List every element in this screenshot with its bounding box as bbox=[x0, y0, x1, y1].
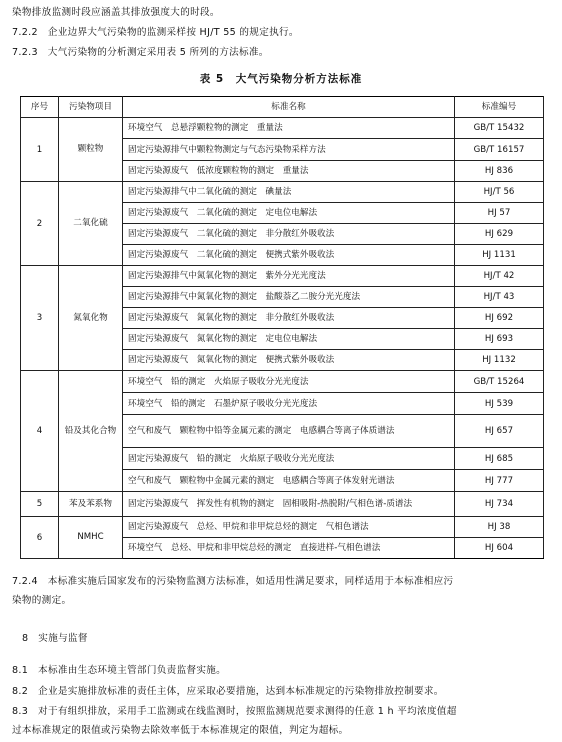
standard-name: 环境空气 总烃、甲烷和非甲烷总烃的测定 直接进样-气相色谱法 bbox=[123, 538, 455, 559]
table-row bbox=[21, 266, 544, 287]
standard-name: 固定污染源废气 挥发性有机物的测定 固相吸附-热脱附/气相色谱-质谱法 bbox=[123, 492, 455, 517]
table-title: 表 5 大气污染物分析方法标准 bbox=[199, 73, 363, 85]
standard-code: GB/T 15264 bbox=[455, 371, 544, 393]
standard-code: HJ 604 bbox=[455, 538, 544, 559]
table-row bbox=[21, 492, 544, 517]
pollutant-item: 氮氧化物 bbox=[59, 266, 123, 371]
standard-code: HJ 685 bbox=[455, 448, 544, 470]
row-number: 2 bbox=[21, 182, 59, 266]
standard-code: HJ 1132 bbox=[455, 350, 544, 371]
text-line: 染物排放监测时段应涵盖其排放强度大的时段。 bbox=[12, 7, 220, 18]
text-line: 染物的测定。 bbox=[12, 595, 72, 606]
standard-code: HJ 1131 bbox=[455, 245, 544, 266]
row-number: 1 bbox=[21, 118, 59, 182]
standard-code: HJ 539 bbox=[455, 393, 544, 415]
standard-code: HJ 692 bbox=[455, 308, 544, 329]
standard-name: 固定污染源排气中氮氧化物的测定 盐酸萘乙二胺分光光度法 bbox=[123, 287, 455, 308]
standard-name: 固定污染源排气中颗粒物测定与气态污染物采样方法 bbox=[123, 139, 455, 161]
standard-code: HJ 836 bbox=[455, 161, 544, 182]
standard-name: 固定污染源废气 氮氧化物的测定 非分散红外吸收法 bbox=[123, 308, 455, 329]
text-line: 8.1 本标准由生态环境主管部门负责监督实施。 bbox=[12, 665, 227, 676]
standard-code: HJ 38 bbox=[455, 517, 544, 538]
pollutant-item: 二氧化硫 bbox=[59, 182, 123, 266]
standard-name: 空气和废气 颗粒物中铅等金属元素的测定 电感耦合等离子体质谱法 bbox=[123, 415, 455, 448]
standard-code: HJ/T 56 bbox=[455, 182, 544, 203]
standard-name: 固定污染源废气 氮氧化物的测定 定电位电解法 bbox=[123, 329, 455, 350]
row-number: 4 bbox=[21, 371, 59, 492]
standard-name: 固定污染源废气 二氧化硫的测定 非分散红外吸收法 bbox=[123, 224, 455, 245]
row-number: 6 bbox=[21, 517, 59, 559]
standard-name: 固定污染源废气 二氧化硫的测定 定电位电解法 bbox=[123, 203, 455, 224]
standard-code: HJ 629 bbox=[455, 224, 544, 245]
table-row bbox=[21, 118, 544, 139]
text-line: 过本标准规定的限值或污染物去除效率低于本标准规定的限值，判定为超标。 bbox=[12, 725, 349, 736]
pollutant-item: 铅及其化合物 bbox=[59, 371, 123, 492]
table-row bbox=[21, 517, 544, 538]
standard-code: HJ 693 bbox=[455, 329, 544, 350]
pollutant-item: 苯及苯系物 bbox=[59, 492, 123, 517]
standard-code: HJ 57 bbox=[455, 203, 544, 224]
standard-code: HJ/T 42 bbox=[455, 266, 544, 287]
table-row bbox=[21, 182, 544, 203]
standard-code: HJ 777 bbox=[455, 470, 544, 492]
col-header-item: 污染物项目 bbox=[59, 97, 123, 118]
col-header-code: 标准编号 bbox=[455, 97, 544, 118]
standard-code: HJ 657 bbox=[455, 415, 544, 448]
text-line: 7.2.4 本标准实施后国家发布的污染物监测方法标准，如适用性满足要求，同样适用于本标准相应污 bbox=[12, 576, 454, 587]
row-number: 3 bbox=[21, 266, 59, 371]
text-line: 7.2.2 企业边界大气污染物的监测采样按 HJ/T 55 的规定执行。 bbox=[12, 27, 299, 38]
standard-code: GB/T 15432 bbox=[455, 118, 544, 139]
text-line: 8.3 对于有组织排放，采用手工监测或在线监测时，按照监测规范要求测得的任意 1 h 平均浓度值超 bbox=[12, 706, 457, 717]
standard-name: 固定污染源废气 总烃、甲烷和非甲烷总烃的测定 气相色谱法 bbox=[123, 517, 455, 538]
standard-name: 空气和废气 颗粒物中金属元素的测定 电感耦合等离子体发射光谱法 bbox=[123, 470, 455, 492]
standard-name: 固定污染源废气 铅的测定 火焰原子吸收分光光度法 bbox=[123, 448, 455, 470]
pollutant-item: 颗粒物 bbox=[59, 118, 123, 182]
text-line: 7.2.3 大气污染物的分析测定采用表 5 所列的方法标准。 bbox=[12, 47, 269, 58]
standard-name: 固定污染源排气中二氧化硫的测定 碘量法 bbox=[123, 182, 455, 203]
standard-name: 固定污染源废气 低浓度颗粒物的测定 重量法 bbox=[123, 161, 455, 182]
standard-name: 环境空气 铅的测定 火焰原子吸收分光光度法 bbox=[123, 371, 455, 393]
col-header-no: 序号 bbox=[21, 97, 59, 118]
method-standards-table bbox=[20, 96, 544, 559]
standard-name: 固定污染源排气中氮氧化物的测定 紫外分光光度法 bbox=[123, 266, 455, 287]
standard-name: 固定污染源废气 氮氧化物的测定 便携式紫外吸收法 bbox=[123, 350, 455, 371]
standard-code: HJ/T 43 bbox=[455, 287, 544, 308]
standard-code: HJ 734 bbox=[455, 492, 544, 517]
text-line: 8.2 企业是实施排放标准的责任主体，应采取必要措施，达到本标准规定的污染物排放控制要求。 bbox=[12, 686, 444, 697]
table-row bbox=[21, 371, 544, 393]
standard-name: 环境空气 铅的测定 石墨炉原子吸收分光光度法 bbox=[123, 393, 455, 415]
standard-code: GB/T 16157 bbox=[455, 139, 544, 161]
standard-name: 固定污染源废气 二氧化硫的测定 便携式紫外吸收法 bbox=[123, 245, 455, 266]
standard-name: 环境空气 总悬浮颗粒物的测定 重量法 bbox=[123, 118, 455, 139]
col-header-name: 标准名称 bbox=[123, 97, 455, 118]
pollutant-item: NMHC bbox=[59, 517, 123, 559]
row-number: 5 bbox=[21, 492, 59, 517]
section-heading: 8 实施与监督 bbox=[22, 633, 88, 644]
